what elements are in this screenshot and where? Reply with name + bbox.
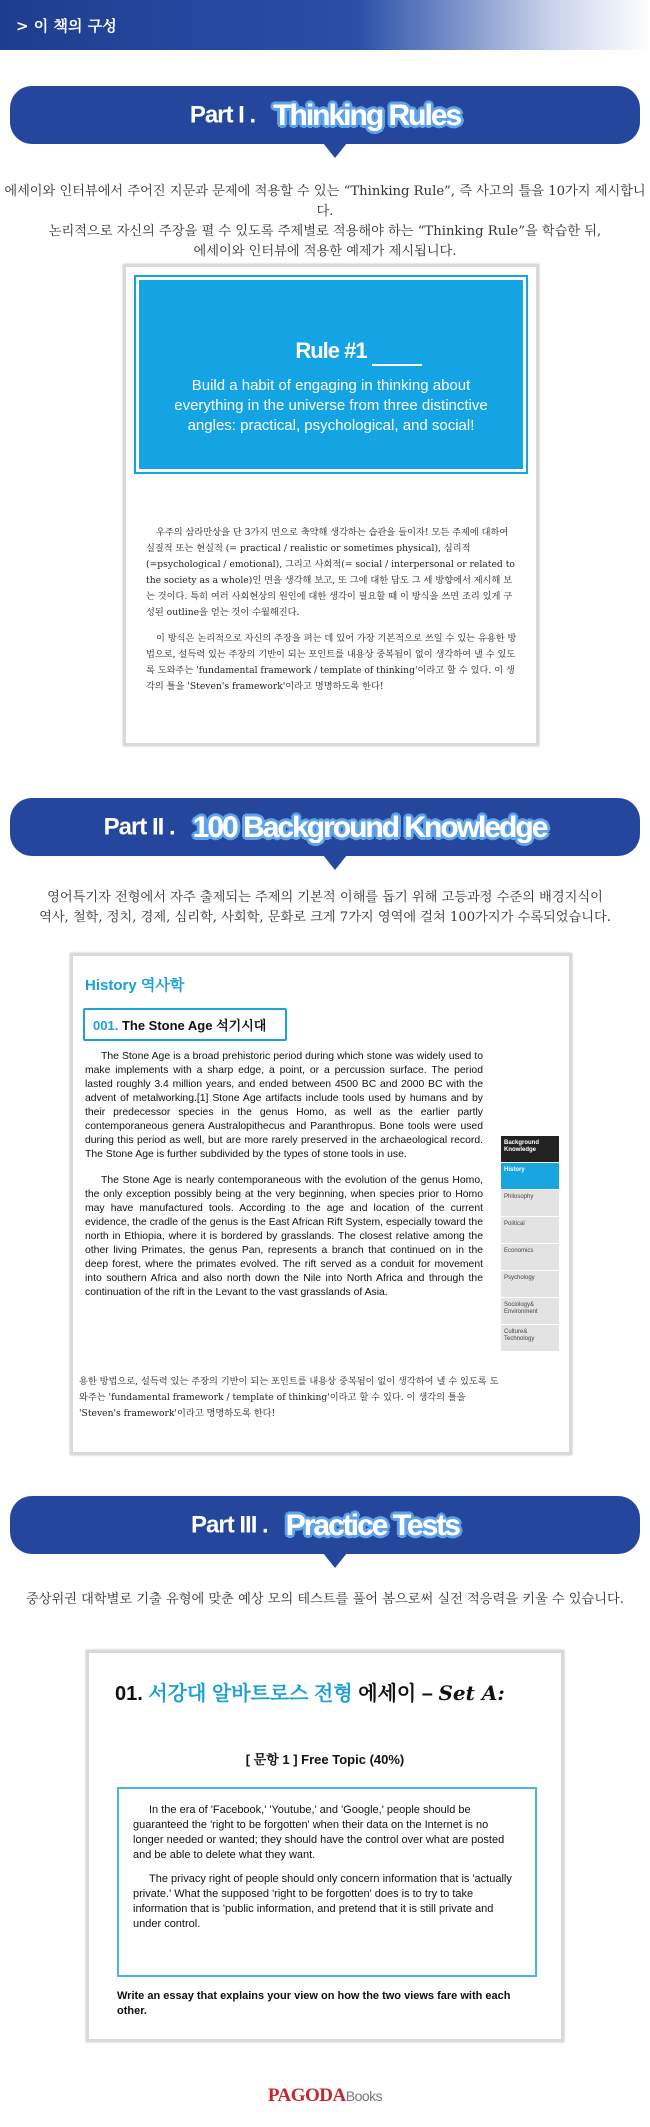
logo-text: PAGODA xyxy=(267,2085,346,2106)
part2-intro xyxy=(0,888,650,928)
part2-intro-line: 영어특기자 전형에서 자주 출제되는 주제의 기본적 이해를 돕기 위해 고등과정 수준의 배경지식이 xyxy=(47,890,603,905)
part1-sample-text xyxy=(146,525,518,695)
banner-notch xyxy=(323,855,347,870)
section-title: The Stone Age 석기시대 xyxy=(121,1018,267,1033)
part1-intro-line: 에세이와 인터뷰에서 주어진 지문과 문제에 적용할 수 있는 “Thinking Rule”, 즉 사고의 틀을 10가지 제시합니다. xyxy=(4,184,646,219)
sidebar-item-history: History xyxy=(501,1163,559,1190)
part1-label: Part I . xyxy=(189,101,256,129)
test-school: 서강대 알바트로스 전형 xyxy=(148,1683,353,1705)
part1-sample-card xyxy=(123,264,539,746)
sidebar-item-economics: Economics xyxy=(501,1244,559,1271)
part2-banner xyxy=(10,798,640,856)
test-set: Set A: xyxy=(438,1681,505,1705)
part2-sample-card xyxy=(70,953,572,1455)
question-label: [ 문항 1 ] Free Topic (40%) xyxy=(245,1752,405,1767)
rule-title: Rule #1 xyxy=(295,338,367,363)
part2-name: 100 Background Knowledge xyxy=(192,810,547,844)
korean-paragraph: 이 방식은 논리적으로 자신의 주장을 펴는 데 있어 가장 기본적으로 쓰일 수 있는 유용한 방법으로, 설득력 있는 주장의 기반이 되는 포인트를 내용상 중복됨이 없이 생각하여 낼 수 있도록 도와주는 'fundamental framework / template of thinking'이라고 할 수 있다. 이 생각의 틀을 'Steven's framework'이라고 명명하도록 한다! xyxy=(146,633,517,692)
korean-paragraph: 우주의 삼라만상을 단 3가지 면으로 축약해 생각하는 습관을 들이자! 모든 주제에 대하여 실질적 또는 현실적 (= practical / realistic or sometimes physical), 심리적 (=psychological / emotional), 그리고 사회적(= social / interpersonal or related to the society as a whole)인 면을 생각해 보고, 또 그에 대한 답도 그 세 방향에서 제시해 보는 것이다. 특히 여러 사회현상의 원인에 대한 생각이 필요할 때 이 방식을 쓰면 조리 있게 구성된 outline을 얻는 것이 수월해진다. xyxy=(146,527,515,618)
section-tag xyxy=(83,1008,287,1041)
part1-intro xyxy=(0,182,650,262)
sidebar-item-philosophy: Philosophy xyxy=(501,1190,559,1217)
header-title: > 이 책의 구성 xyxy=(16,17,117,35)
top-header-bar xyxy=(0,0,650,50)
article-paragraph: The Stone Age is nearly contemporaneous with the evolution of the genus Homo, the only exception possibly being at the very beginning, when species prior to Homo may have manufactured tools. According to the age and location of the current evidence, the cradle of the genus is the East African Rift System, especially toward the north in Ethiopia, where it is bordered by grasslands. The closest relative among the other living Primates, the genus Pan, represents a branch that continued on in the deep forest, where the primates evolved. The rift served as a conduit for movement into southern Africa and also north down the Nile into North Africa and through the continuation of the rift in the Levant to the vast grasslands of Asia. xyxy=(85,1175,483,1298)
essay-instruction: Write an essay that explains your view on how the two views fare with each other. xyxy=(117,1990,511,2017)
test-number: 01. xyxy=(115,1683,143,1705)
passage-box xyxy=(117,1787,537,1977)
sidebar-item-psychology: Psychology xyxy=(501,1271,559,1298)
article-text xyxy=(85,1050,483,1300)
overlay-korean-text xyxy=(79,1374,499,1422)
sidebar-item-sociology: Sociology& Environment xyxy=(501,1298,559,1325)
passage-paragraph: In the era of 'Facebook,' 'Youtube,' and 'Google,' people should be guaranteed the 'right to be forgotten' when their data on the Internet is no longer needed or wanted; they should have the control over what are posted and be able to delete what they want. xyxy=(133,1804,505,1861)
test-title xyxy=(115,1677,505,1706)
banner-notch xyxy=(323,143,347,158)
logo-sub: Books xyxy=(345,2088,383,2104)
banner-notch xyxy=(323,1553,347,1568)
part3-sample-card xyxy=(86,1650,564,2042)
korean-paragraph: 용한 방법으로, 설득력 있는 주장의 기반이 되는 포인트를 내용상 중복됨이 없이 생각하여 낼 수 있도록 도와주는 'fundamental framework / template of thinking'이라고 할 수 있다. 이 생각의 틀을 'Steven's framework'이라고 명명하도록 한다! xyxy=(79,1376,499,1419)
publisher-logo xyxy=(0,2085,650,2107)
test-type: 에세이 – xyxy=(358,1683,433,1705)
sidebar-item-political: Political xyxy=(501,1217,559,1244)
part3-name: Practice Tests xyxy=(285,1508,459,1542)
topic-sidebar xyxy=(501,1136,559,1352)
rule-underline xyxy=(372,364,422,366)
section-number: 001. xyxy=(93,1018,119,1033)
part2-label: Part II . xyxy=(103,813,175,841)
part1-intro-line: 에세이와 인터뷰에 적용한 예제가 제시됩니다. xyxy=(193,244,457,259)
part1-banner xyxy=(10,86,640,144)
part3-banner xyxy=(10,1496,640,1554)
part1-name: Thinking Rules xyxy=(273,98,461,132)
part3-label: Part III . xyxy=(191,1511,268,1539)
rule-body: Build a habit of engaging in thinking about everything in the universe from three distinctive angles: practical, psychological, and social! xyxy=(174,377,488,434)
passage-paragraph: The privacy right of people should only concern information that is 'actually private.' What the supposed 'right to be forgotten' does is to try to take information that is 'public information, and pretend that it is still private and under control. xyxy=(133,1873,512,1930)
sidebar-heading: Background Knowledge xyxy=(501,1136,559,1163)
part1-intro-line: 논리적으로 자신의 주장을 펼 수 있도록 주제별로 적용해야 하는 “Thinking Rule”을 학습한 뒤, xyxy=(48,224,602,239)
part2-intro-line: 역사, 철학, 정치, 경제, 심리학, 사회학, 문화로 크게 7가지 영역에 걸쳐 100가지가 수록되었습니다. xyxy=(39,910,611,925)
category-label: History 역사학 xyxy=(85,977,185,994)
article-paragraph: The Stone Age is a broad prehistoric period during which stone was widely used to make implements with a sharp edge, a point, or a percussion surface. The period lasted roughly 3.4 million years, and ended between 4500 BC and 2000 BC with the advent of metalworking.[1] Stone Age artifacts include tools used by humans and by their predecessor species in the genus Homo, as well as the earlier partly contemporaneous genera Australopithecus and Paranthropus. Bone tools were used during this period as well, but are more rarely preserved in the archaeological record. The Stone Age is further subdivided by the types of stone tools in use. xyxy=(85,1051,483,1160)
sidebar-item-culture: Culture& Technology xyxy=(501,1325,559,1352)
part3-intro: 중상위권 대학별로 기출 유형에 맞춘 예상 모의 테스트를 풀어 봄으로써 실전 적응력을 키울 수 있습니다. xyxy=(26,1592,624,1607)
rule-box xyxy=(136,277,526,472)
